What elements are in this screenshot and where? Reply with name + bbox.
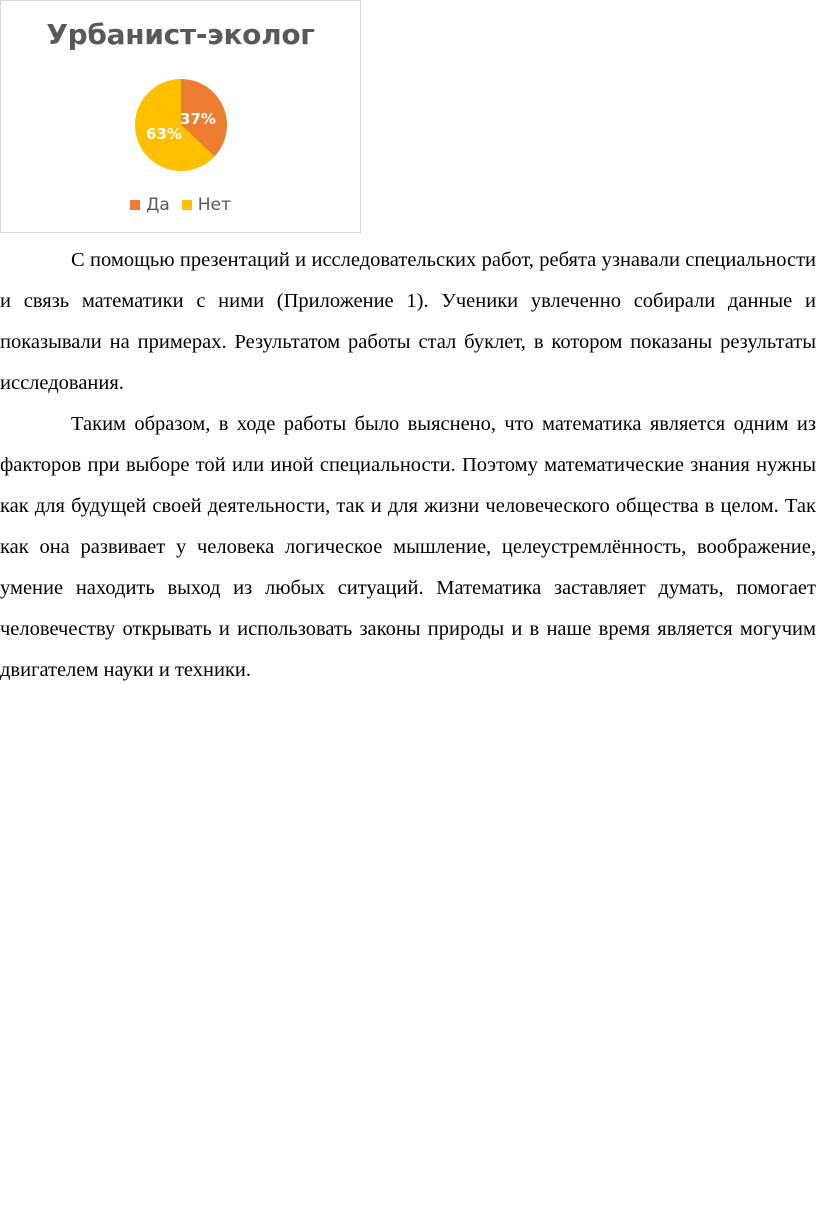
legend-label-da: Да	[146, 195, 170, 215]
paragraph-2: Таким образом, в ходе работы было выяснено, что математика является одним из факторов при выборе той или иной специальности. Поэтому математические знания нужны как для будущей своей деятельности, так и для жизни человеческого общества в целом. Так как она развивает у человека логическое мышление, целеустремлённость, воображение, умение находить выход из любых ситуаций. Математика заставляет думать, помогает человечеству открывать и использовать законы природы и в наше время является могучим двигателем науки и техники.	[0, 413, 816, 681]
legend-label-net: Нет	[197, 195, 231, 215]
pie-label-net: 63%	[146, 125, 182, 143]
legend-item-da	[130, 195, 170, 215]
chart-legend	[1, 195, 360, 215]
legend-swatch-da	[130, 200, 140, 210]
pie-label-da: 37%	[180, 110, 216, 128]
pie-chart	[0, 0, 361, 233]
chart-title: Урбанист-эколог	[46, 18, 315, 51]
legend-swatch-net	[182, 200, 192, 210]
paragraph-1: С помощью презентаций и исследовательских работ, ребята узнавали специальности и связь математики с ними (Приложение 1). Ученики увлеченно собирали данные и показывали на примерах. Результатом работы стал буклет, в котором показаны результаты исследования.	[0, 249, 816, 394]
legend-item-net	[182, 195, 231, 215]
body-text	[0, 240, 816, 691]
